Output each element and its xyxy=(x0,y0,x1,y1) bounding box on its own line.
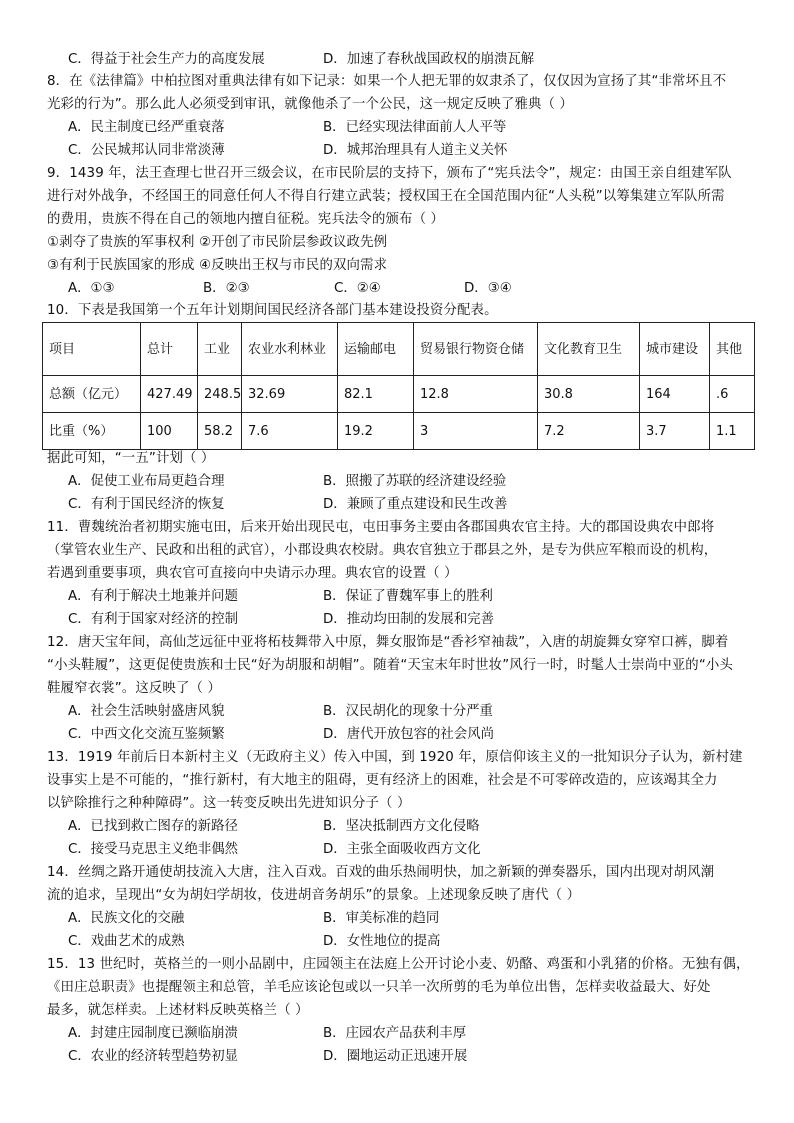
q12-option-b[interactable]: B．汉民胡化的现象十分严重 xyxy=(323,704,493,719)
q14-stem-line-1: 14．丝绸之路开通使胡技流入大唐，注入百戏。百戏的曲乐热闹明快，加之新颖的弹奏器乐，国内出现对胡风潮 xyxy=(47,865,715,880)
q15-option-a[interactable]: A．封建庄园制度已濒临崩溃 xyxy=(68,1026,238,1041)
q11-stem-line-3: 若遇到重要事项，典农官可直接向中央请示办理。典农官的设置（ ） xyxy=(47,566,458,581)
q11-option-a[interactable]: A．有利于解决土地兼并问题 xyxy=(68,589,238,604)
q9-statements-3-4: ③有利于民族国家的形成 ④反映出王权与市民的双向需求 xyxy=(47,258,388,273)
table-cell: 19.2 xyxy=(338,413,414,450)
table-header-cell: 城市建设 xyxy=(640,323,710,376)
table-header-cell: 农业水利林业 xyxy=(242,323,338,376)
q8-stem-line-1: 8．在《法律篇》中柏拉图对重典法律有如下记录：如果一个人把无罪的奴隶杀了，仅仅因为宣扬了其“非常坏且不 xyxy=(47,74,727,89)
table-row xyxy=(43,376,755,413)
table-cell: 100 xyxy=(141,413,198,450)
q12-stem-line-1: 12．唐天宝年间，高仙芝远征中亚将柘枝舞带入中原，舞女服饰是“香衫窄袖裁”，入唐的胡旋舞女穿窄口裤，脚着 xyxy=(47,635,729,650)
q9-stem-line-2: 进行对外战争，不经国王的同意任何人不得自行建立武装；授权国王在全国范围内征“人头税”以筹集建立军队所需 xyxy=(47,189,725,204)
table-cell: 总额（亿元） xyxy=(43,376,141,413)
q14-option-b[interactable]: B．审美标准的趋同 xyxy=(323,911,440,926)
q14-option-d[interactable]: D．女性地位的提高 xyxy=(323,934,441,949)
table-header-cell: 总计 xyxy=(141,323,198,376)
q10-option-b[interactable]: B．照搬了苏联的经济建设经验 xyxy=(323,474,507,489)
q13-option-d[interactable]: D．主张全面吸收西方文化 xyxy=(323,842,481,857)
q13-stem-line-3: 以铲除推行之种种障碍”。这一转变反映出先进知识分子（ ） xyxy=(47,796,411,811)
table-header-row xyxy=(43,323,755,376)
table-header-cell: 运输邮电 xyxy=(338,323,414,376)
table-header-cell: 贸易银行物资仓储 xyxy=(414,323,538,376)
q14-stem-line-2: 流的追求，呈现出“女为胡妇学胡妆，伎进胡音务胡乐”的景象。上述现象反映了唐代（ ） xyxy=(47,888,581,903)
q8-stem-line-2: 光彩的行为”。那么此人必须受到审讯，就像他杀了一个公民，这一规定反映了雅典（ ） xyxy=(47,97,574,112)
q11-option-b[interactable]: B．保证了曹魏军事上的胜利 xyxy=(323,589,493,604)
table-cell: 32.69 xyxy=(242,376,338,413)
q7-option-c[interactable]: C．得益于社会生产力的高度发展 xyxy=(68,52,265,67)
q15-option-b[interactable]: B．庄园农产品获利丰厚 xyxy=(323,1026,467,1041)
investment-table xyxy=(42,322,755,450)
q15-option-d[interactable]: D．圈地运动正迅速开展 xyxy=(323,1049,468,1064)
q10-question: 据此可知，“一五”计划（ ） xyxy=(47,451,215,466)
table-cell: 3.7 xyxy=(640,413,710,450)
q10-option-a[interactable]: A．促使工业布局更趋合理 xyxy=(68,474,225,489)
table-header-cell: 其他 xyxy=(710,323,755,376)
table-header-cell: 项目 xyxy=(43,323,141,376)
table-cell: .6 xyxy=(710,376,755,413)
q9-stem-line-3: 的费用，贵族不得在自己的领地内擅自征税。宪兵法令的颁布（ ） xyxy=(47,212,445,227)
table-cell: 58.2 xyxy=(198,413,242,450)
q9-option-d[interactable]: D．③④ xyxy=(464,281,512,296)
q12-option-d[interactable]: D．唐代开放包容的社会风尚 xyxy=(323,727,494,742)
q14-option-c[interactable]: C．戏曲艺术的成熟 xyxy=(68,934,185,949)
table-row xyxy=(43,413,755,450)
q12-option-c[interactable]: C．中西文化交流互鉴频繁 xyxy=(68,727,225,742)
q8-option-c[interactable]: C．公民城邦认同非常淡薄 xyxy=(68,143,225,158)
q8-option-b[interactable]: B．已经实现法律面前人人平等 xyxy=(323,120,507,135)
q11-stem-line-1: 11．曹魏统治者初期实施屯田，后来开始出现民屯，屯田事务主要由各郡国典农官主持。大的郡国设典农中郎将 xyxy=(47,520,715,535)
q9-stem-line-1: 9．1439 年，法王查理七世召开三级会议，在市民阶层的支持下，颁布了“宪兵法令”，规定：由国王亲自组建军队 xyxy=(47,166,732,181)
table-cell: 1.1 xyxy=(710,413,755,450)
q13-stem-line-1: 13．1919 年前后日本新村主义（无政府主义）传入中国，到 1920 年，原信仰该主义的一批知识分子认为，新村建 xyxy=(47,750,743,765)
q9-option-b[interactable]: B．②③ xyxy=(203,281,250,296)
table-cell: 248.5 xyxy=(198,376,242,413)
table-header-cell: 文化教育卫生 xyxy=(538,323,640,376)
q11-option-d[interactable]: D．推动均田制的发展和完善 xyxy=(323,612,494,627)
q14-option-a[interactable]: A．民族文化的交融 xyxy=(68,911,185,926)
q12-option-a[interactable]: A．社会生活映射盛唐风貌 xyxy=(68,704,225,719)
q8-option-a[interactable]: A．民主制度已经严重衰落 xyxy=(68,120,225,135)
q10-stem: 10．下表是我国第一个五年计划期间国民经济各部门基本建设投资分配表。 xyxy=(47,303,498,318)
table-cell: 164 xyxy=(640,376,710,413)
q13-option-c[interactable]: C．接受马克思主义绝非偶然 xyxy=(68,842,239,857)
q15-stem-line-2: 《田庄总职责》也提醒领主和总管，羊毛应该论包或以一只羊一次所剪的毛为单位出售，怎样卖收益最大、好处 xyxy=(47,980,711,995)
q13-option-b[interactable]: B．坚决抵制西方文化侵略 xyxy=(323,819,480,834)
table-cell: 12.8 xyxy=(414,376,538,413)
table-cell: 比重（%） xyxy=(43,413,141,450)
q10-option-c[interactable]: C．有利于国民经济的恢复 xyxy=(68,497,225,512)
q9-option-a[interactable]: A．①③ xyxy=(68,281,115,296)
table-cell: 82.1 xyxy=(338,376,414,413)
q9-option-c[interactable]: C．②④ xyxy=(334,281,381,296)
q11-stem-line-2: （掌管农业生产、民政和出租的武官），小郡设典农校尉。典农官独立于郡县之外，是专为供应军粮而设的机构， xyxy=(47,543,718,558)
q8-option-d[interactable]: D．城邦治理具有人道主义关怀 xyxy=(323,143,508,158)
table-cell: 7.6 xyxy=(242,413,338,450)
q12-stem-line-3: 鞋履窄衣裳”。这反映了（ ） xyxy=(47,681,221,696)
q15-stem-line-3: 最多，就怎样卖。上述材料反映英格兰（ ） xyxy=(47,1003,309,1018)
q9-statements-1-2: ①剥夺了贵族的军事权利 ②开创了市民阶层参政议政先例 xyxy=(47,235,388,250)
q15-stem-line-1: 15．13 世纪时，英格兰的一则小品剧中，庄园领主在法庭上公开讨论小麦、奶酪、鸡蛋和小乳猪的价格。无独有偶， xyxy=(47,957,750,972)
q13-option-a[interactable]: A．已找到救亡图存的新路径 xyxy=(68,819,238,834)
table-cell: 427.49 xyxy=(141,376,198,413)
q13-stem-line-2: 设事实上是不可能的，“推行新村，有大地主的阻碍，更有经济上的困难，社会是不可零碎改造的，应该竭其全力 xyxy=(47,773,718,788)
q10-option-d[interactable]: D．兼顾了重点建设和民生改善 xyxy=(323,497,508,512)
table-cell: 30.8 xyxy=(538,376,640,413)
table-cell: 7.2 xyxy=(538,413,640,450)
q11-option-c[interactable]: C．有利于国家对经济的控制 xyxy=(68,612,239,627)
table-header-cell: 工业 xyxy=(198,323,242,376)
q7-option-d[interactable]: D．加速了春秋战国政权的崩溃瓦解 xyxy=(323,52,535,67)
table-cell: 3 xyxy=(414,413,538,450)
q15-option-c[interactable]: C．农业的经济转型趋势初显 xyxy=(68,1049,239,1064)
q12-stem-line-2: “小头鞋履”，这更促使贵族和士民“好为胡服和胡帽”。随着“天宝末年时世妆”风行一时，时髦人士崇尚中亚的“小头 xyxy=(47,658,734,673)
